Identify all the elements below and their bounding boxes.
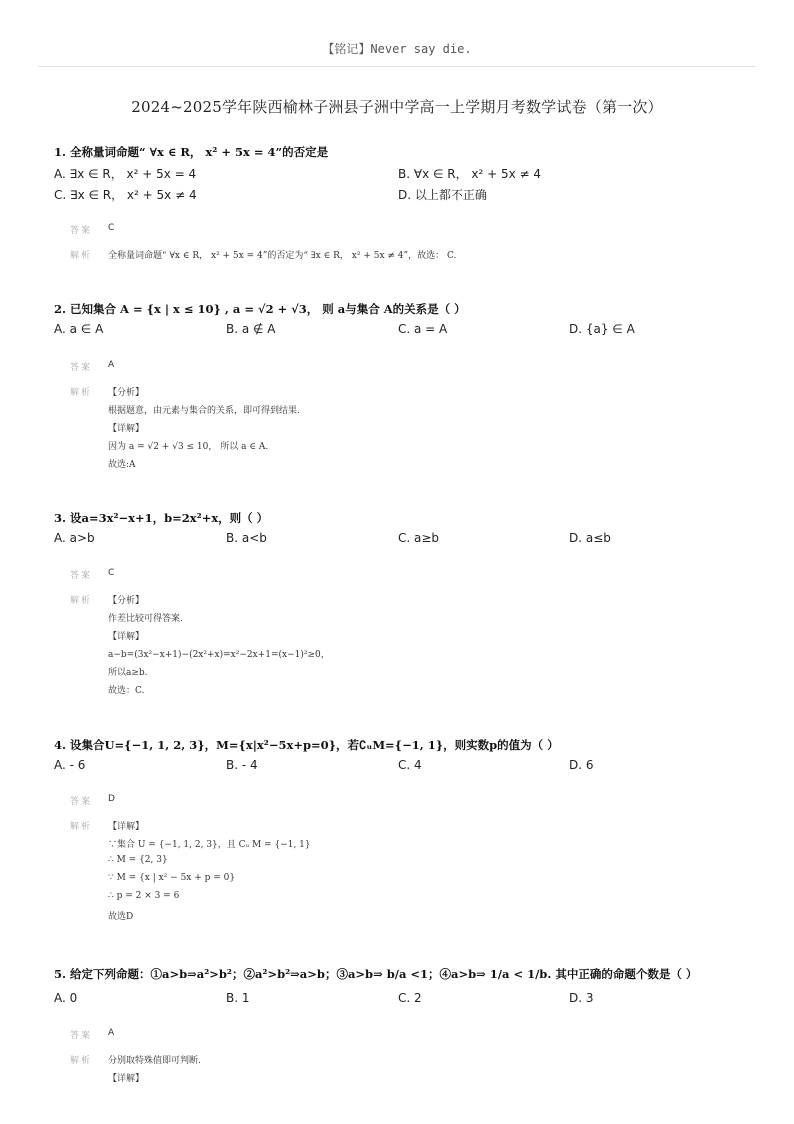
option-b: B. ∀x ∈ R， x² + 5x ≠ 4 [398,167,542,181]
option-c: C. ∃x ∈ R， x² + 5x ≠ 4 [54,188,197,202]
analysis-line: 【分析】 [108,388,145,398]
option-c: C. a≥b [398,531,440,545]
option-b: B. - 4 [226,758,258,772]
question-stem: 2. 已知集合 A = {x | x ≤ 10} , a = √2 + √3， 则 a与集合 A的关系是（ ） [54,302,466,316]
question-stem: 3. 设a=3x²−x+1，b=2x²+x，则（ ） [54,511,269,525]
option-c: C. 2 [398,991,422,1005]
page-header: 【铭记】Never say die. [322,42,472,56]
analysis-line: 全称量词命题“ ∀x ∈ R， x² + 5x = 4”的否定为“ ∃x ∈ R， x² + 5x ≠ 4”，故选： C. [108,251,457,261]
option-a: A. 0 [54,991,78,1005]
option-d: D. 6 [569,758,594,772]
analysis-line: ∵ M = {x | x² − 5x + p = 0} [108,873,236,883]
question-stem: 4. 设集合U={−1, 1, 2, 3}，M={x|x²−5x+p=0}，若∁ᵤM={−1, 1}，则实数p的值为（ ） [54,738,559,752]
option-c: C. 4 [398,758,422,772]
analysis-label: 解析 [70,1056,93,1066]
analysis-line: 故选D [108,912,134,922]
analysis-line: ∴ M = {2, 3} [108,855,168,865]
page-title: 2024~2025学年陕西榆林子洲县子洲中学高一上学期月考数学试卷（第一次） [131,98,663,116]
answer-label: 答案 [70,797,93,807]
analysis-line: 【详解】 [108,1074,145,1084]
analysis-line: 因为 a = √2 + √3 ≤ 10， 所以 a ∈ A. [108,442,269,452]
analysis-line: a−b=(3x²−x+1)−(2x²+x)=x²−2x+1=(x−1)²≥0， [108,650,330,660]
analysis-line: 作差比较可得答案. [108,614,183,624]
analysis-line: ∴ p = 2 × 3 = 6 [108,891,180,901]
analysis-line: 【详解】 [108,424,145,434]
answer-label: 答案 [70,571,93,581]
option-b: B. 1 [226,991,250,1005]
answer-value: C [108,223,115,233]
answer-value: C [108,568,115,578]
analysis-label: 解析 [70,251,93,261]
option-d: D. 3 [569,991,594,1005]
analysis-line: 【分析】 [108,596,145,606]
answer-label: 答案 [70,1031,93,1041]
analysis-line: 【详解】 [108,822,145,832]
answer-value: A [108,360,115,370]
option-b: B. a<b [226,531,267,545]
question-stem: 5. 给定下列命题：①a>b⇒a²>b²；②a²>b²⇒a>b；③a>b⇒ b/a <1；④a>b⇒ 1/a < 1/b. 其中正确的命题个数是（ ） [54,967,698,981]
analysis-label: 解析 [70,596,93,606]
option-d: D. 以上都不正确 [398,188,487,202]
analysis-line: 根据题意，由元素与集合的关系，即可得到结果. [108,406,300,416]
header-divider [38,66,756,67]
analysis-line: 分别取特殊值即可判断. [108,1056,201,1066]
option-b: B. a ∉ A [226,322,276,336]
analysis-line: ∵集合 U = {−1, 1, 2, 3}，且 Cᵤ M = {−1, 1} [108,840,311,850]
analysis-line: 【详解】 [108,632,145,642]
question-stem: 1. 全称量词命题“ ∀x ∈ R， x² + 5x = 4”的否定是 [54,145,329,159]
answer-label: 答案 [70,363,93,373]
option-c: C. a = A [398,322,448,336]
analysis-label: 解析 [70,822,93,832]
answer-label: 答案 [70,226,93,236]
option-a: A. a>b [54,531,95,545]
analysis-line: 所以a≥b. [108,668,148,678]
analysis-label: 解析 [70,388,93,398]
option-d: D. {a} ∈ A [569,322,635,336]
option-a: A. ∃x ∈ R， x² + 5x = 4 [54,167,197,181]
option-a: A. a ∈ A [54,322,104,336]
analysis-line: 故选:A [108,460,136,470]
option-a: A. - 6 [54,758,86,772]
answer-value: D [108,794,115,804]
option-d: D. a≤b [569,531,611,545]
analysis-line: 故选：C. [108,686,145,696]
answer-value: A [108,1028,115,1038]
